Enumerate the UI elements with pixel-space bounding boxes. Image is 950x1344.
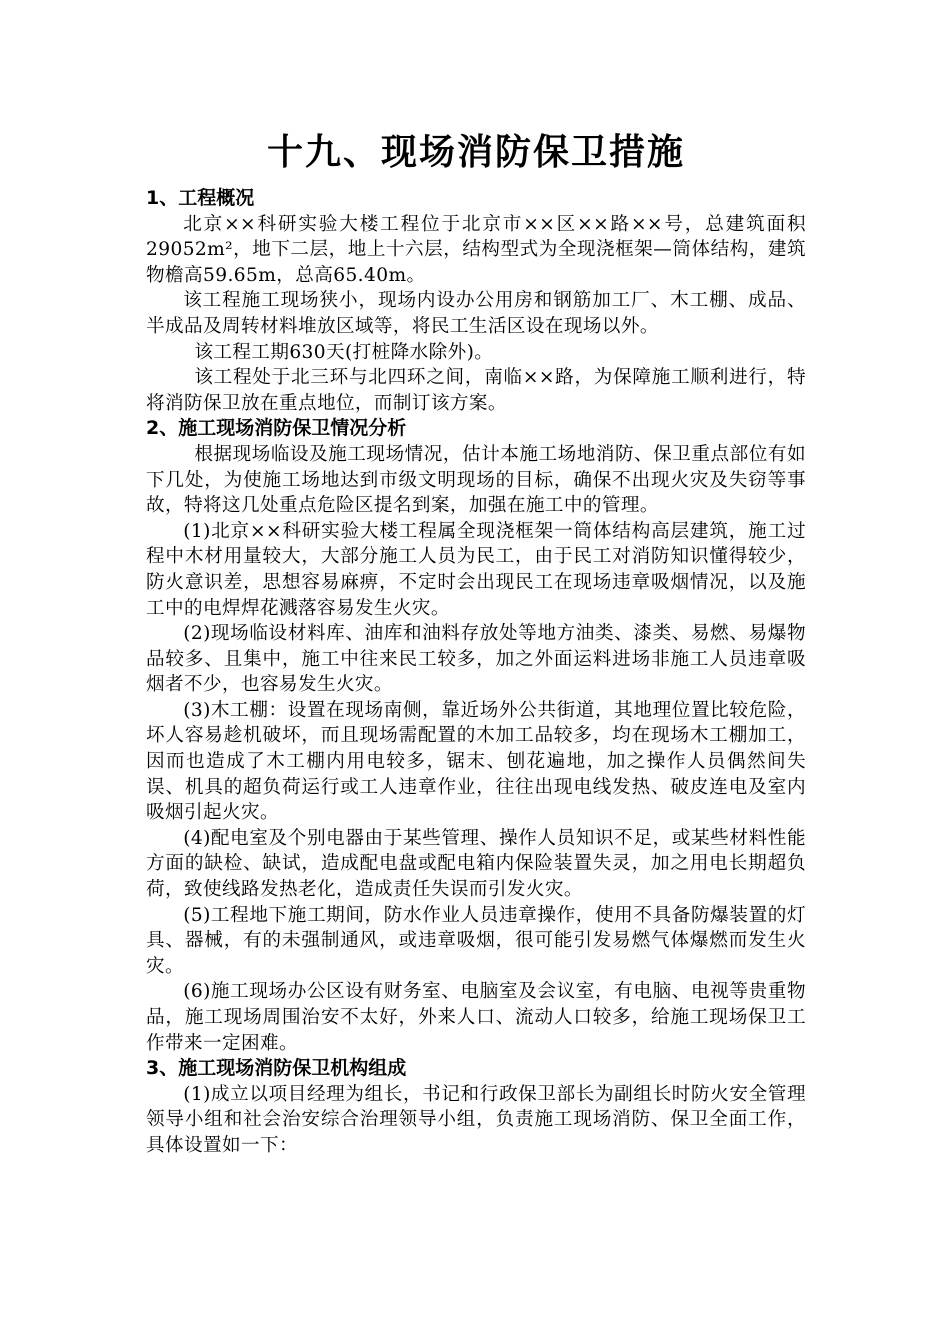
paragraph: (5)工程地下施工期间，防水作业人员违章操作，使用不具备防爆装置的灯具、器械，有的未强制通风，或违章吸烟，很可能引发易燃气体爆燃而发生火灾。 — [146, 904, 806, 977]
section-analysis — [146, 416, 806, 1056]
paragraph: (1)成立以项目经理为组长，书记和行政保卫部长为副组长时防火安全管理领导小组和社会治安综合治理领导小组，负责施工现场消防、保卫全面工作，具体设置如一下： — [146, 1083, 806, 1156]
paragraph: 北京××科研实验大楼工程位于北京市××区××路××号，总建筑面积29052m²，地下二层，地上十六层，结构型式为全现浇框架—筒体结构，建筑物檐高59.65m，总高65.40m。 — [146, 213, 806, 286]
paragraph: 根据现场临设及施工现场情况，估计本施工场地消防、保卫重点部位有如下几处，为使施工场地达到市级文明现场的目标，确保不出现火灾及失窃等事故，特将这几处重点危险区提名到案，加强在施工中的管理。 — [146, 443, 806, 517]
paragraph: (2)现场临设材料库、油库和油料存放处等地方油类、漆类、易燃、易爆物品较多、且集中，施工中往来民工较多，加之外面运料进场非施工人员违章吸烟者不少，也容易发生火灾。 — [146, 623, 806, 696]
paragraph: 该工程处于北三环与北四环之间，南临××路，为保障施工顺利进行，特将消防保卫放在重点地位，而制订该方案。 — [146, 367, 806, 414]
section-heading: 1、工程概况 — [146, 187, 255, 209]
paragraph: (3)木工棚：设置在现场南侧，靠近场外公共街道，其地理位置比较危险，坏人容易趁机破坏，而且现场需配置的木加工品较多，均在现场木工棚加工，因而也造成了木工棚内用电较多，锯末、刨花遍地，加之操作人员偶然间失误、机具的超负荷运行或工人违章作业，往往出现电线发热、破皮连电及室内吸烟引起火灾。 — [146, 699, 806, 824]
section-heading: 2、施工现场消防保卫情况分析 — [146, 417, 407, 440]
paragraph: (6)施工现场办公区设有财务室、电脑室及会议室，有电脑、电视等贵重物品，施工现场周围治安不太好，外来人口、流动人口较多，给施工现场保卫工作带来一定困难。 — [146, 981, 806, 1054]
paragraph: 该工程施工现场狭小，现场内设办公用房和钢筋加工厂、木工棚、成品、半成品及周转材料堆放区域等，将民工生活区设在现场以外。 — [146, 290, 806, 337]
paragraph: (4)配电室及个别电器由于某些管理、操作人员知识不足，或某些材料性能方面的缺检、缺试，造成配电盘或配电箱内保险装置失灵，加之用电长期超负荷，致使线路发热老化，造成责任失误而引发火灾。 — [146, 827, 806, 901]
page-title: 十九、现场消防保卫措施 — [266, 132, 685, 173]
section-organization — [146, 1056, 806, 1158]
paragraph: 该工程工期630天(打桩降水除外)。 — [194, 341, 494, 363]
paragraph: (1)北京××科研实验大楼工程属全现浇框架一筒体结构高层建筑，施工过程中木材用量较大，大部分施工人员为民工，由于民工对消防知识懂得较少，防火意识差，思想容易麻痹，不定时会出现民工在现场违章吸烟情况，以及施工中的电焊焊花溅落容易发生火灾。 — [146, 520, 806, 619]
section-heading: 3、施工现场消防保卫机构组成 — [146, 1057, 407, 1080]
section-overview — [146, 186, 806, 416]
document-body — [146, 128, 806, 1159]
